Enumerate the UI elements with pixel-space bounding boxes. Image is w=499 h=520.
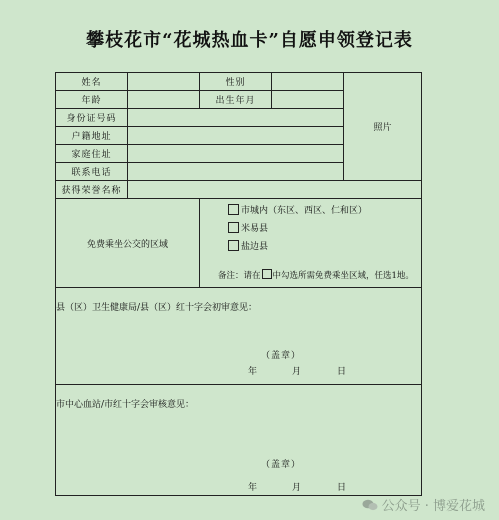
region-note [218,269,414,281]
region-option-yanbian[interactable] [228,239,268,252]
birth-field[interactable] [272,91,344,109]
checkbox-yanbian[interactable] [228,240,239,251]
region-option-miyi[interactable] [228,221,268,234]
honor-label: 获得荣誉名称 [56,181,128,199]
id-number-label: 身份证号码 [56,109,128,127]
checkbox-city[interactable] [228,204,239,215]
name-field[interactable] [128,73,200,91]
id-number-field[interactable] [128,109,344,127]
phone-field[interactable] [128,163,344,181]
age-label: 年龄 [56,91,128,109]
watermark [362,495,485,514]
gender-field[interactable] [272,73,344,91]
city-month: 月 [292,483,302,493]
hukou-field[interactable] [128,127,344,145]
region-label: 免费乘坐公交的区域 [56,199,200,288]
phone-label: 联系电话 [56,163,128,181]
name-label: 姓名 [56,73,128,91]
registration-form [55,72,422,496]
checkbox-miyi[interactable] [228,222,239,233]
home-address-label: 家庭住址 [56,145,128,163]
city-day: 日 [337,483,347,493]
region-options [200,199,422,288]
form-title: 攀枝花市“花城热血卡”自愿申领登记表 [86,30,413,51]
city-year: 年 [248,483,258,493]
county-review-title: 县（区）卫生健康局/县（区）红十字会初审意见： [56,303,258,313]
region-option-city-label: 市城内（东区、西区、仁和区） [241,206,368,216]
photo-label: 照片 [373,123,392,133]
county-year: 年 [248,367,258,377]
honor-field[interactable] [128,181,422,199]
wechat-icon [362,499,378,511]
birth-label: 出生年月 [200,91,272,109]
county-review-section[interactable] [56,288,422,385]
photo-box[interactable] [344,73,422,181]
region-note-prefix: 备注：请在 [218,271,261,281]
note-checkbox-icon [262,269,272,279]
region-option-yanbian-label: 盐边县 [241,242,269,252]
region-option-city[interactable] [228,203,367,216]
home-address-field[interactable] [128,145,344,163]
gender-label: 性别 [200,73,272,91]
region-note-suffix: 中勾选所需免费乘坐区域，任选1地。 [272,271,414,281]
age-field[interactable] [128,91,200,109]
watermark-text: 公众号 · 博爱花城 [381,499,485,514]
county-month: 月 [292,367,302,377]
hukou-label: 户籍地址 [56,127,128,145]
county-day: 日 [337,367,347,377]
city-review-title: 市中心血站/市红十字会审核意见： [56,400,195,410]
region-option-miyi-label: 米易县 [241,224,269,234]
city-review-section[interactable] [56,385,422,496]
city-seal: （盖章） [261,460,302,470]
county-seal: （盖章） [261,351,302,361]
